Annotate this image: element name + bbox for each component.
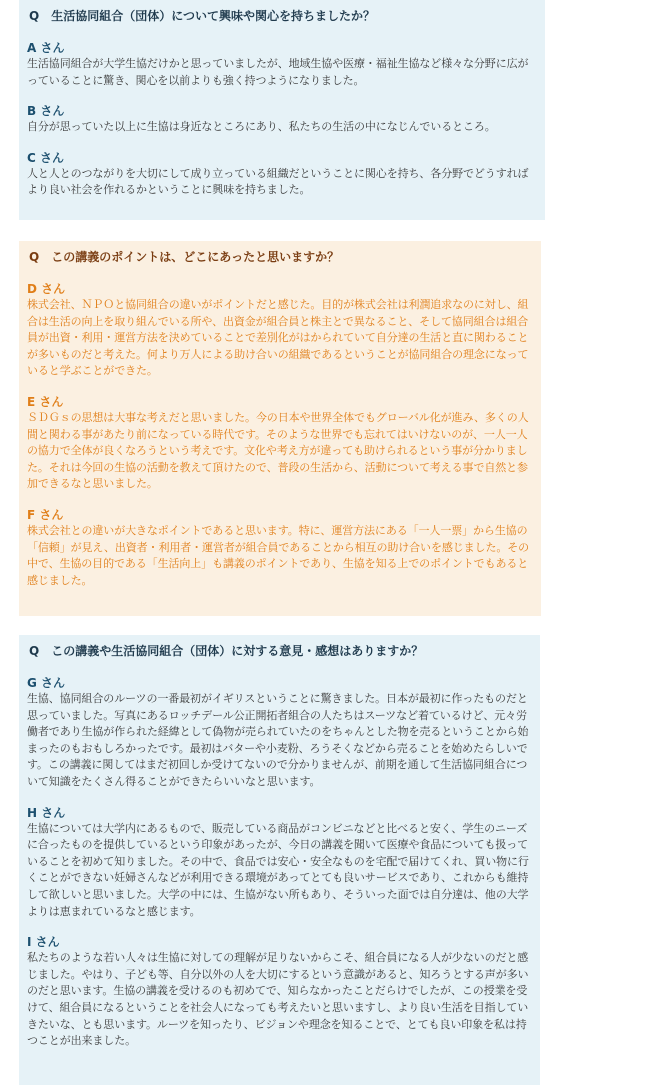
answer-block [27, 150, 537, 199]
answer-text: 自分が思っていた以上に生協は身近なところにあり、私たちの生活の中になじんでいるところ。 [27, 120, 496, 134]
respondent-name: A さん [27, 41, 65, 55]
question-heading: Q 生活協同組合（団体）について興味や関心を持ちましたか？ [29, 9, 375, 23]
answer-block [27, 394, 533, 493]
qa-section-3 [19, 635, 540, 1085]
answer-block [27, 675, 532, 791]
answer-block [27, 103, 537, 136]
answer-text: 株式会社との違いが大きなポイントであると思います。特に、運営方法にある「一人一票」から生協の「信頼」が見え、出資者・利用者・運営者が組合員であることから相互の助け合いを感じました。その中で、生協の目的である「生活向上」も講義のポイントであり、生協を知る上でのポイントでもあると感じました。 [27, 523, 530, 587]
qa-section-2 [19, 241, 541, 616]
respondent-name: F さん [27, 507, 64, 522]
question-heading: Q この講義のポイントは、どこにあったと思いますか？ [29, 250, 340, 264]
answer-block [27, 805, 532, 921]
qa-section-1 [19, 0, 545, 220]
answer-text: 生活協同組合が大学生協だけかと思っていましたが、地域生協や医療・福祉生協など様々な分野に広がっていることに驚き、関心を以前よりも強く持つようになりました。 [27, 57, 529, 87]
question-heading: Q この講義や生活協同組合（団体）に対する意見・感想はありますか？ [29, 644, 424, 658]
answer-block [27, 281, 533, 380]
respondent-name: E さん [27, 394, 64, 409]
answer-text: ＳＤＧｓの思想は大事な考えだと思いました。今の日本や世界全体でもグローバル化が進み、多くの人間と関わる事があたり前になっている時代です。そのような世界でも忘れてはいけないのが、一人一人の協力で全体が良くなろうという考えです。文化や考え方が違っても助けられるという事が分かりました。それは今回の生協の活動を教えて頂けたので、普段の生活から、活動について考える事で自然と参加できるなと思いました。 [27, 410, 529, 491]
respondent-name: I さん [27, 935, 60, 950]
respondent-name: D さん [27, 282, 66, 296]
respondent-name: H さん [27, 805, 66, 820]
answer-block [27, 934, 532, 1050]
respondent-name: C さん [27, 150, 64, 165]
answer-text: 株式会社、ＮＰＯと協同組合の違いがポイントだと感じた。目的が株式会社は利潤追求なのに対し、組合は生活の向上を取り組んでいる所や、出資金が組合員と株主とで異なること、そして協同組合は組合員が出資・利用・運営方法を決めていることで差別化がはかられていて自分達の生活と直に関わることが多いものだと考えた。何より万人による助け合いの組織であるということが協同組合の理念になっていると学ぶことができた。 [27, 298, 529, 378]
answer-text: 私たちのような若い人々は生協に対しての理解が足りないからこそ、組合員になる人が少ないのだと感じました。やはり、子ども等、自分以外の人を大切にするという意識があると、知ろうとする声が多いのだと思います。生協の講義を受けるのも初めてで、知らなかったことだらけでしたが、この授業を受けて、組合員になるということを社会人になっても考えたいと思いますし、より良い生活を目指していきたいな、とも思います。ルーツを知ったり、ビジョンや理念を知ることで、とても良い印象を私は持つことが出来ました。 [27, 951, 529, 1048]
answer-block [27, 40, 537, 89]
respondent-name: B さん [27, 104, 65, 119]
answer-text: 人と人とのつながりを大切にして成り立っている組織だということに関心を持ち、各分野でどうすればより良い社会を作れるかということに興味を持ちました。 [27, 166, 529, 197]
respondent-name: G さん [27, 676, 66, 690]
answer-text: 生協については大学内にあるもので、販売している商品がコンビニなどと比べると安く、学生のニーズに合ったものを提供しているという印象があったが、今日の講義を聞いて医療や食品についても扱っていることを初めて知りました。その中で、食品では安心・安全なものを宅配で届けてくれ、買い物に行くことができない妊婦さんなどが利用できる環境があってとても良いサービスであり、これからも維持して欲しいと思いました。大学の中には、生協がない所もあり、そういった面では自分達は、他の大学よりは恵まれているなと感じます。 [27, 821, 529, 918]
answer-block [27, 507, 533, 589]
answer-text: 生協、協同組合のルーツの一番最初がイギリスということに驚きました。日本が最初に作ったものだと思っていました。写真にあるロッチデール公正開拓者組合の人たちはスーツなど着ているけど、元々労働者であり生協が作られた経緯として偽物が売られていたのをちゃんとした物を売るということから始まったのもおもしろかったです。最初はバターや小麦粉、ろうそくなどから売ることを始めたらしいです。この講義に関してはまだ初回しか受けてないので分かりませんが、前期を通して生活協同組合について知識をたくさん得ることができたらいいなと思います。 [27, 692, 529, 788]
